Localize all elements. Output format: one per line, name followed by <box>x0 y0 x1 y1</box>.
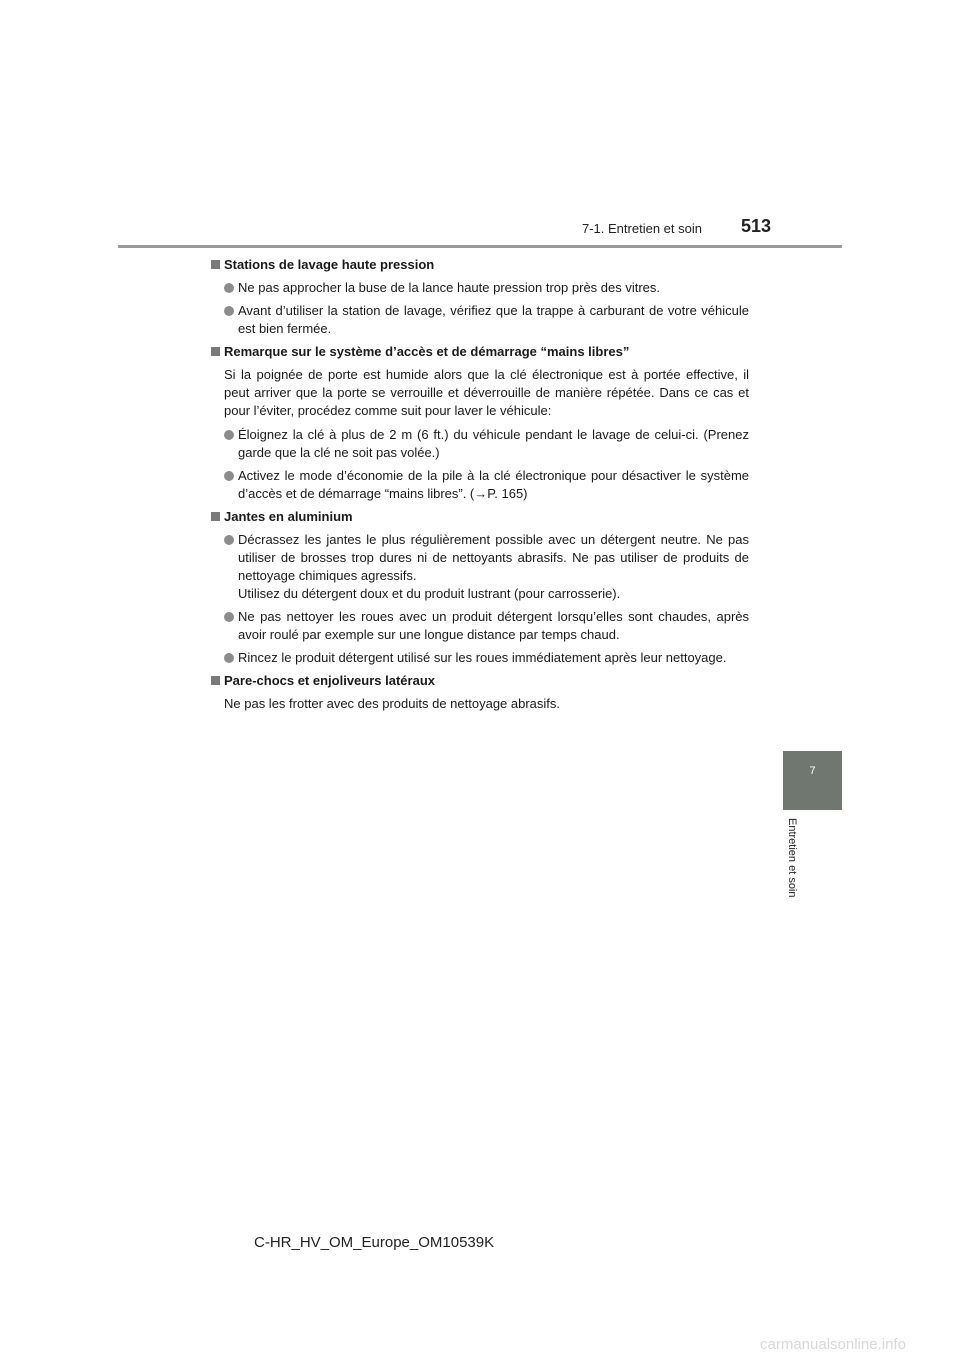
section-aluminium-wheels <box>211 508 749 667</box>
square-bullet-icon <box>211 260 220 269</box>
section-high-pressure <box>211 256 749 338</box>
round-bullet-icon <box>224 471 234 481</box>
list-item: Ne pas nettoyer les roues avec un produit détergent lorsqu’elles sont chaudes, après avoir roulé par exemple sur une longue distance par temps chaud. <box>211 608 749 644</box>
header-divider <box>118 245 842 248</box>
list-item: Ne pas approcher la buse de la lance haute pression trop près des vitres. <box>211 279 749 297</box>
section-title: Remarque sur le système d’accès et de démarrage “mains libres” <box>211 343 749 361</box>
section-title: Jantes en aluminium <box>211 508 749 526</box>
round-bullet-icon <box>224 306 234 316</box>
section-bumpers <box>211 672 749 713</box>
round-bullet-icon <box>224 283 234 293</box>
chapter-side-label: Entretien et soin <box>786 818 798 898</box>
section-smart-entry <box>211 343 749 503</box>
section-title: Stations de lavage haute pression <box>211 256 749 274</box>
chapter-number: 7 <box>809 765 816 777</box>
round-bullet-icon <box>224 612 234 622</box>
list-item: Éloignez la clé à plus de 2 m (6 ft.) du véhicule pendant le lavage de celui-ci. (Prenez garde que la clé ne soit pas volée.) <box>211 426 749 462</box>
document-code: C-HR_HV_OM_Europe_OM10539K <box>254 1234 495 1251</box>
page-reference-text: Activez le mode d’économie de la pile à la clé électronique pour désactiver le système d’accès et de démarrage “mains libres”. (→P. 165) <box>238 468 749 501</box>
list-item: Avant d’utiliser la station de lavage, vérifiez que la trappe à carburant de votre véhicule est bien fermée. <box>211 302 749 338</box>
section-intro: Ne pas les frotter avec des produits de nettoyage abrasifs. <box>224 696 561 711</box>
round-bullet-icon <box>224 430 234 440</box>
watermark: carmanualsonline.info <box>760 1336 906 1353</box>
round-bullet-icon <box>224 535 234 545</box>
round-bullet-icon <box>224 653 234 663</box>
header-section-title: 7-1. Entretien et soin <box>582 221 702 236</box>
square-bullet-icon <box>211 512 220 521</box>
chapter-tab <box>783 751 842 810</box>
list-item <box>211 467 749 503</box>
page-content <box>211 256 749 719</box>
section-title: Pare-chocs et enjoliveurs latéraux <box>211 672 749 690</box>
list-item: Décrassez les jantes le plus régulièrement possible avec un détergent neutre. Ne pas utiliser de brosses trop dures ni de nettoyants abrasifs. Ne pas utiliser de produits de nettoyage chimiques agressifs. Utilisez du détergent doux et du produit lustrant (pour carrosserie). <box>211 531 749 603</box>
page-number: 513 <box>741 216 772 236</box>
square-bullet-icon <box>211 676 220 685</box>
section-intro: Si la poignée de porte est humide alors que la clé électronique est à portée effective, il peut arriver que la porte se verrouille et déverrouille de manière répétée. Dans ce cas et pour l’éviter, procédez comme suit pour laver le véhicule: <box>224 367 749 418</box>
list-item: Rincez le produit détergent utilisé sur les roues immédiatement après leur nettoyage. <box>211 649 749 667</box>
square-bullet-icon <box>211 347 220 356</box>
